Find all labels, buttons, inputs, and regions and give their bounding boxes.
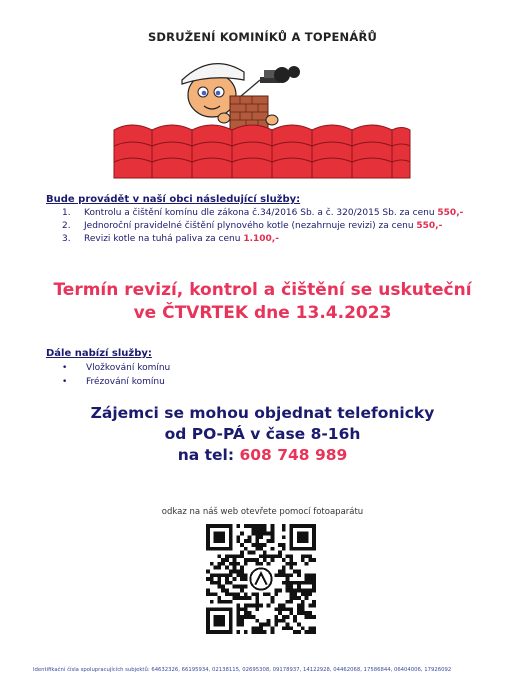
list-item: 2. Jednoroční pravidelné čištění plynového kotle (nezahrnuje revizi) za cenu 550,- <box>62 221 443 231</box>
price: 550,- <box>437 208 464 218</box>
list-item: • Frézování komínu <box>46 375 170 389</box>
qr-code-icon[interactable] <box>206 524 316 634</box>
services-list <box>46 207 506 246</box>
headline-line-1: Termín revizí, kontrol a čištění se uskuteční <box>53 280 472 300</box>
phone-number[interactable]: 608 748 989 <box>239 446 348 464</box>
organization-name: SDRUŽENÍ KOMINÍKŮ A TOPENÁŘŮ <box>147 30 378 44</box>
contact-line-1: Zájemci se mohou objednat telefonicky <box>90 404 435 422</box>
footer-ids: Identifikační čísla spolupracujících subjektů: 64632326, 66195934, 02138115, 02695308, 09178937, 14122928, 04462068, 17586844, 06404006, 17926092 <box>33 667 452 673</box>
list-item: • Vložkování komínu <box>46 361 170 375</box>
services-title: Bude provádět v naší obci následující služby: <box>46 194 301 205</box>
contact-line-2: od PO-PÁ v čase 8-16h <box>164 425 361 443</box>
headline-line-2: ve ČTVRTEK dne 13.4.2023 <box>133 303 392 323</box>
contact-line-3: na tel: 608 748 989 <box>177 446 348 464</box>
list-item: 1. Kontrolu a čištění komínu dle zákona č.34/2016 Sb. a č. 320/2015 Sb. za cenu 550,- <box>62 208 464 218</box>
qr-note: odkaz na náš web otevřete pomocí fotoaparátu <box>161 507 364 517</box>
bullet-icon: • <box>62 363 68 373</box>
price: 550,- <box>416 221 443 231</box>
price: 1.100,- <box>243 234 279 244</box>
chimney-sweep-on-roof-icon <box>112 50 412 180</box>
list-item: 3. Revizi kotle na tuhá paliva za cenu 1.100,- <box>62 234 279 244</box>
bullet-icon: • <box>62 377 68 387</box>
more-services-list <box>46 361 170 389</box>
more-services-title: Dále nabízí služby: <box>46 348 152 359</box>
